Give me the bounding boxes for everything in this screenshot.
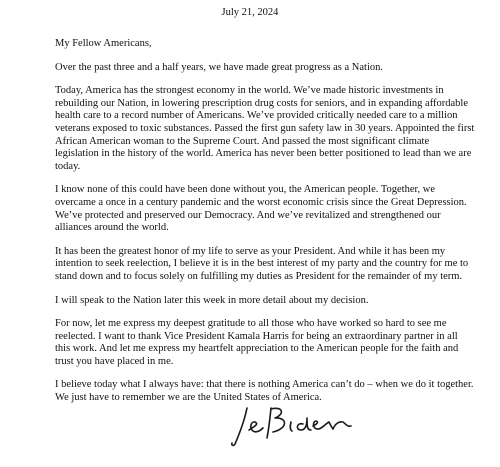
paragraph-decision: It has been the greatest honor of my life to serve as your President. And while it has been my intention to seek reelection, I believe it is in the best interest of my party and the country for me to stand down and to focus solely on fulfilling my duties as President for the remainder of my term. <box>55 245 469 282</box>
letter-date: July 21, 2024 <box>221 7 279 18</box>
handwritten-signature <box>225 400 365 450</box>
paragraph-gratitude-people: I know none of this could have been done without you, the American people. Together, we overcame a once in a century pandemic and the worst economic crisis since the Great Depression. We’ve protected and preserved our Democracy. And we’ve revitalized and strengthened our alliances around the world. <box>55 184 467 234</box>
letter-body <box>55 38 475 416</box>
paragraph-thanks: For now, let me express my deepest gratitude to all those who have worked so hard to see me reelected. I want to thank Vice President Kamala Harris for being an extraordinary partner in all this work. And let me express my heartfelt appreciation to the American people for the faith and trust you have placed in me. <box>55 318 459 367</box>
paragraph-achievements: Today, America has the strongest economy in the world. We’ve made historic investments in rebuilding our Nation, in lowering prescription drug costs for seniors, and in expanding affordable health care to a record number of Americans. We’ve provided critically needed care to a million veterans exposed to toxic substances. Passed the first gun safety law in 30 years. Appointed the first African American woman to the Supreme Court. And passed the most significant climate legislation in the history of the world. America has never been better positioned to lead than we are today. <box>55 85 475 172</box>
salutation: My Fellow Americans, <box>55 38 152 49</box>
paragraph-closing: I believe today what I always have: that there is nothing America can’t do – when we do it together. We just have to remember we are the United States of America. <box>55 379 474 404</box>
paragraph-progress: Over the past three and a half years, we have made great progress as a Nation. <box>55 61 383 73</box>
paragraph-speak-to-nation: I will speak to the Nation later this week in more detail about my decision. <box>55 294 369 306</box>
